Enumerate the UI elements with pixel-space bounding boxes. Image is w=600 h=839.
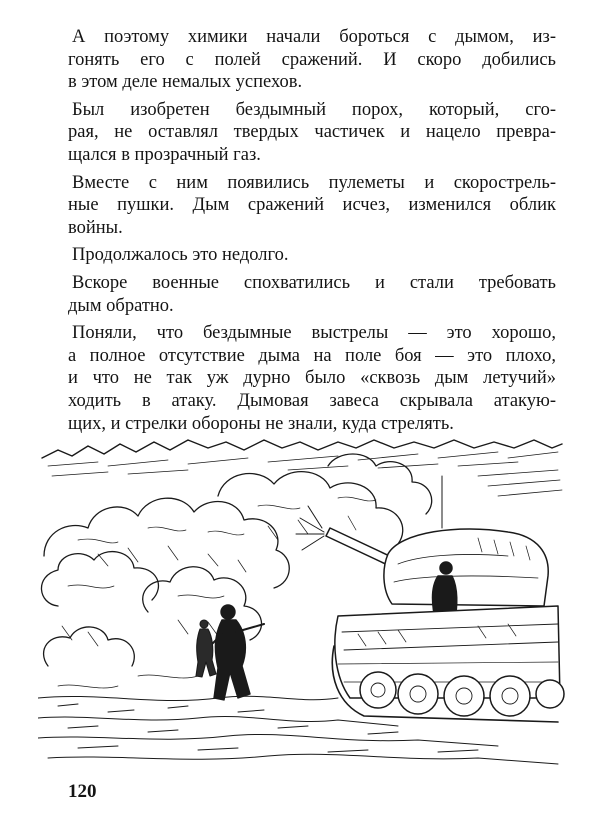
text-line: А поэтому химики начали бороться с дымом, из- [72, 27, 556, 47]
text-line: Вместе с ним появились пулеметы и скорострель- [72, 172, 556, 193]
tank [326, 476, 564, 722]
text-line: Вскоре военные спохватились и стали требовать [72, 272, 556, 293]
paragraph [68, 172, 556, 240]
muzzle-flash [296, 506, 324, 550]
text-line: дым обратно. [68, 295, 174, 316]
sky-hatching [48, 452, 562, 496]
text-line: Поняли, что бездымные выстрелы — это хорошо, [72, 323, 556, 344]
text-line: и что не так уж дурно было «сквозь дым летучий» [68, 368, 556, 389]
paragraph [68, 244, 556, 267]
text-line: ные пушки. Дым сражений исчез, изменился облик [68, 195, 556, 216]
soldier-figure [208, 605, 264, 700]
text-line: а полное отсутствие дыма на поле боя — это плохо, [68, 345, 556, 366]
text-line: Продолжалось это недолго. [72, 245, 289, 266]
paragraph [68, 99, 556, 167]
tank-battle-smoke-illustration [38, 436, 566, 772]
text-line: в этом деле немалых успехов. [68, 72, 303, 93]
text-line: щих, и стрелки обороны не знали, куда стрелять. [68, 413, 454, 434]
sky-edge [42, 440, 562, 458]
text-line: Был изобретен бездымный порох, который, сго- [72, 99, 556, 120]
paragraph [68, 272, 556, 317]
illustration-drawing [38, 436, 566, 772]
body-text [68, 26, 556, 440]
paragraph [68, 26, 556, 94]
text-line: гонять его с полей сражений. И скоро добились [68, 49, 556, 70]
text-line: войны. [68, 217, 123, 238]
paragraph [68, 322, 556, 435]
text-line: ходить в атаку. Дымовая завеса скрывала атакую- [68, 390, 556, 411]
text-line: рая, не оставлял твердых частичек и нацело превра- [68, 122, 556, 143]
text-line: щался в прозрачный газ. [68, 144, 261, 165]
page-number: 120 [68, 781, 97, 802]
